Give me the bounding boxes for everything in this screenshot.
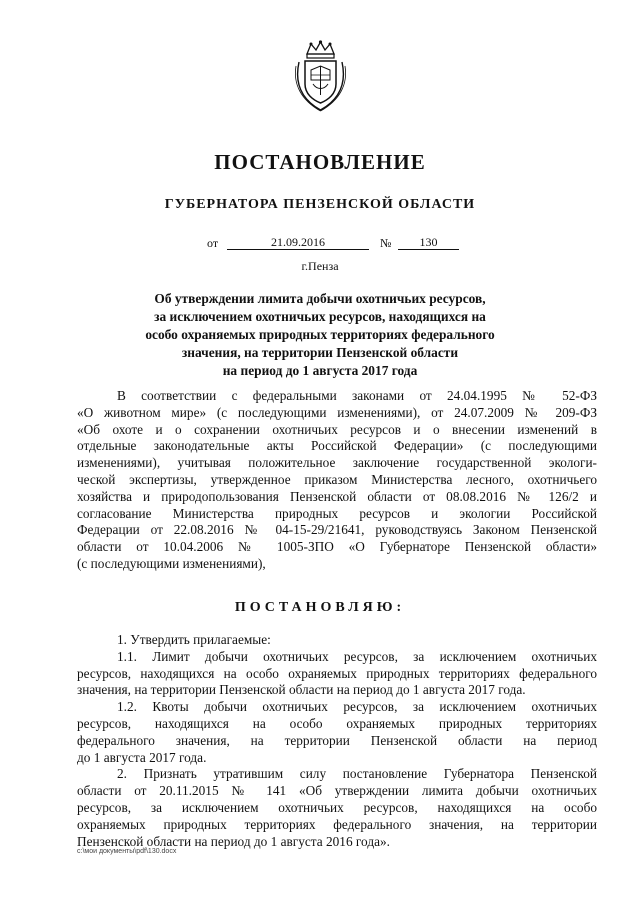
- text-line: ресурсов, за исключением охотничьих ресурсов, находящихся на особо: [77, 799, 597, 815]
- issuing-authority: ГУБЕРНАТОРА ПЕНЗЕНСКОЙ ОБЛАСТИ: [164, 197, 476, 212]
- item-1-1: 1.1. Лимит добычи охотничьих ресурсов, за исключением охотничьих: [117, 648, 597, 664]
- text-line: федерального значения, на территории Пензенской области на период: [77, 732, 597, 748]
- text-line: В соответствии с федеральными законами от 24.04.1995 № 52-ФЗ: [117, 388, 597, 403]
- text-line: до 1 августа 2017 года.: [77, 749, 207, 765]
- text-line: ресурсов, находящихся на особо охраняемых природных территориях: [77, 715, 597, 731]
- file-path-footer: c:\мои документы\pdf\130.docx: [77, 848, 177, 855]
- resolve-heading: ПОСТАНОВЛЯЮ:: [234, 600, 406, 615]
- document-type-title: ПОСТАНОВЛЕНИЕ: [214, 150, 426, 174]
- text-line: хозяйства и природопользования Пензенской области от 08.08.2016 № 126/2 и: [77, 488, 597, 504]
- text-line: «О животном мире» (с последующими изменениями), от 24.07.2009 № 209-ФЗ: [77, 404, 597, 420]
- document-date: 21.09.2016: [227, 236, 369, 250]
- heading-line: за исключением охотничьих ресурсов, находящихся на: [154, 309, 486, 324]
- text-line: ческой экспертизы, утвержденное приказом Министерства лесного, охотничьего: [77, 471, 597, 487]
- item-1-2: 1.2. Квоты добычи охотничьих ресурсов, за исключением охотничьих: [117, 699, 597, 715]
- date-prefix: от: [207, 236, 219, 250]
- heading-line: Об утверждении лимита добычи охотничьих ресурсов,: [154, 291, 486, 306]
- text-line: области от 10.04.2006 № 1005-ЗПО «О Губернаторе Пензенской области»: [77, 539, 597, 555]
- text-line: области от 20.11.2015 № 141 «Об утверждении лимита добычи охотничьих: [77, 783, 597, 799]
- text-line: «Об охоте и о сохранении охотничьих ресурсов и о внесении изменений в: [77, 421, 597, 437]
- item-2: 2. Признать утратившим силу постановление Губернатора Пензенской: [117, 766, 597, 782]
- text-line: согласование Министерства природных ресурсов и экологии Российской: [77, 505, 597, 521]
- text-line: изменениями), учитывая положительное заключение государственной экологи-: [77, 455, 597, 471]
- text-line: значения, на территории Пензенской области на период до 1 августа 2017 года.: [77, 682, 526, 698]
- coat-of-arms-emblem: [293, 40, 348, 112]
- text-line: (с последующими изменениями),: [77, 555, 266, 571]
- heading-line: на период до 1 августа 2017 года: [222, 363, 418, 378]
- document-heading: [60, 290, 580, 380]
- heading-line: значения, на территории Пензенской области: [181, 345, 459, 360]
- heading-line: особо охраняемых природных территориях федерального: [145, 327, 495, 342]
- preamble-paragraph: [77, 388, 597, 573]
- city: г.Пенза: [301, 259, 339, 273]
- text-line: Федерации от 22.08.2016 № 04-15-29/21641, руководствуясь Законом Пензенской: [77, 522, 597, 538]
- number-sign: №: [380, 236, 392, 250]
- text-line: Пензенской области на период до 1 августа 2016 года».: [77, 833, 390, 849]
- document-number: 130: [398, 236, 459, 250]
- text-line: ресурсов, находящихся на особо охраняемых природных территориях федерального: [77, 665, 597, 681]
- resolution-items: [77, 632, 597, 850]
- text-line: отдельные законодательные акты Российской Федерации» (с последующими: [77, 438, 597, 454]
- text-line: охраняемых природных территориях федерального значения, на территории: [77, 816, 597, 832]
- item-1: 1. Утвердить прилагаемые:: [117, 632, 271, 647]
